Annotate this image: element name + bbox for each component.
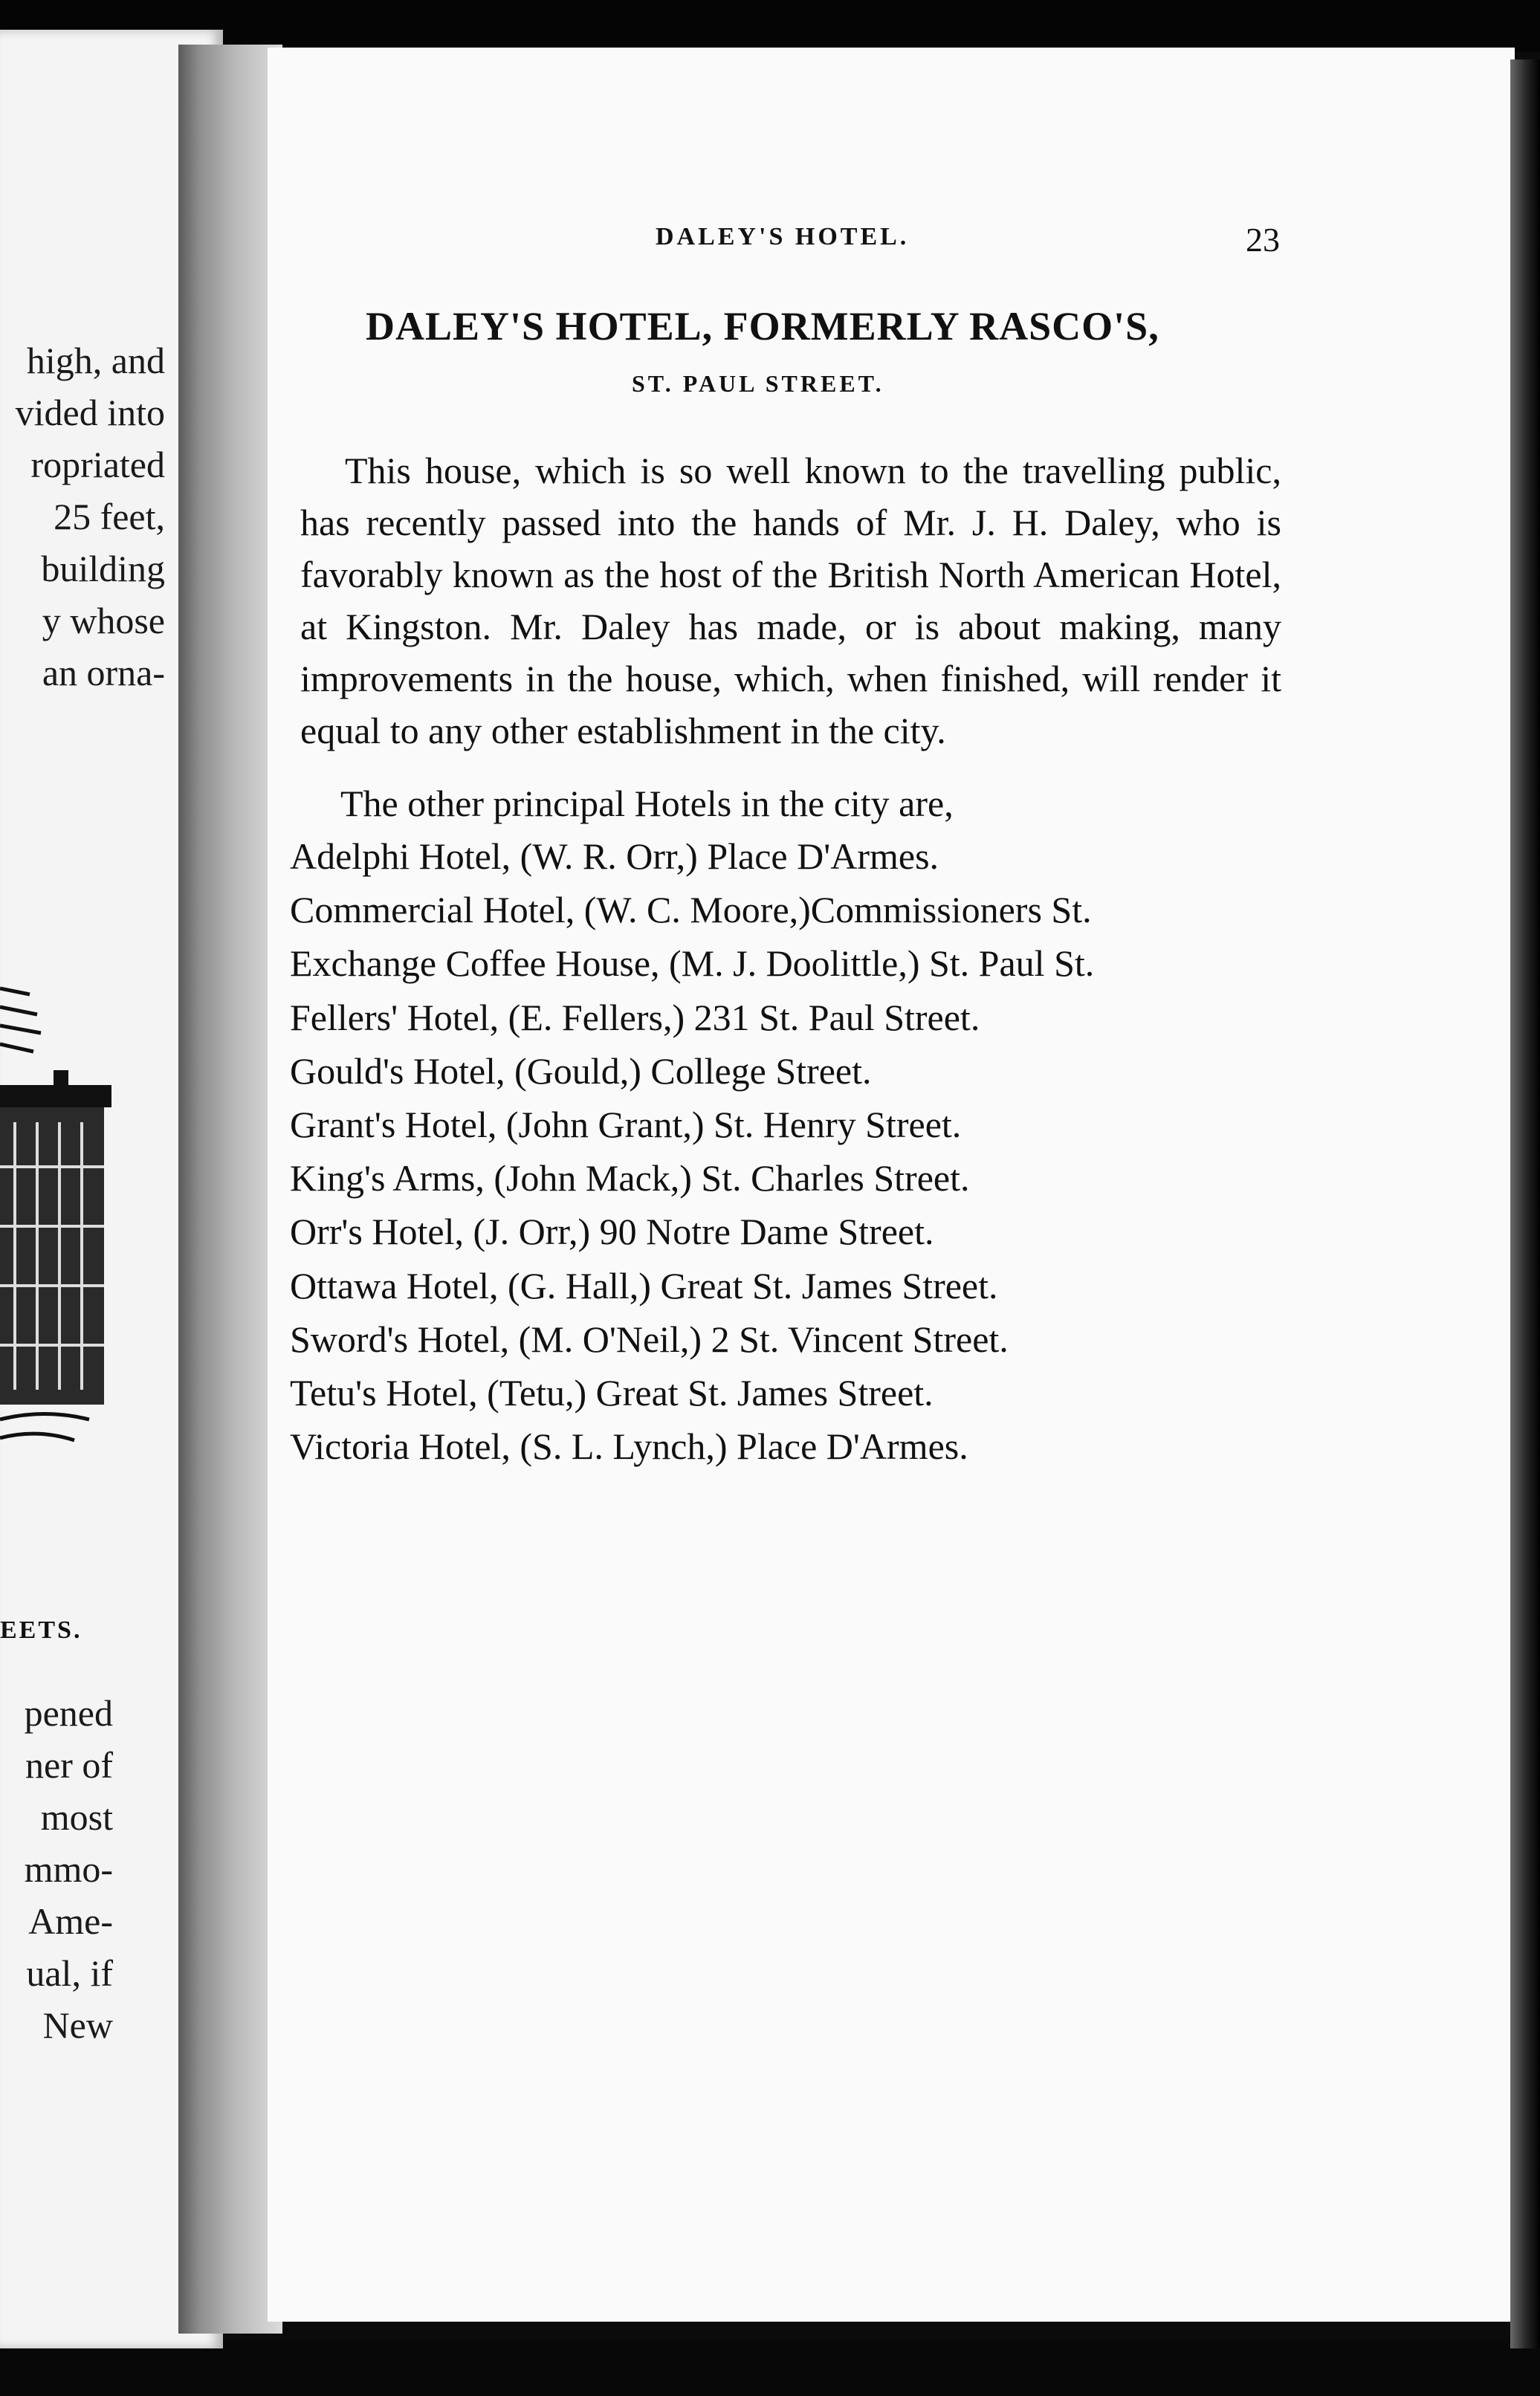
section-subtitle: ST. PAUL STREET. — [632, 370, 884, 397]
hotel-list-item: Victoria Hotel, (S. L. Lynch,) Place D'Armes. — [290, 1425, 968, 1468]
left-page-line: 25 feet, — [54, 496, 165, 537]
left-page-line: most — [40, 1796, 113, 1838]
hotel-list-item: Tetu's Hotel, (Tetu,) Great St. James Street. — [290, 1372, 934, 1414]
page-number: 23 — [1246, 221, 1280, 259]
left-page-line: New — [42, 2004, 113, 2046]
left-page-line: y whose — [42, 600, 165, 641]
left-page-line: ner of — [25, 1744, 113, 1786]
left-page-line: vided into — [15, 392, 165, 433]
left-page-line: mmo- — [24, 1848, 113, 1890]
building-engraving-illustration — [0, 974, 126, 1457]
section-title: DALEY'S HOTEL, FORMERLY RASCO'S, — [366, 304, 1159, 349]
book-gutter — [178, 45, 282, 2334]
hotel-list-item: King's Arms, (John Mack,) St. Charles Street. — [290, 1157, 970, 1199]
hotel-list-item: Sword's Hotel, (M. O'Neil,) 2 St. Vincent Street. — [290, 1318, 1009, 1360]
body-paragraph: This house, which is so well known to the travelling public, has recently passed into the hands of Mr. J. H. Daley, who is favorably known as the host of the British North American Hotel, at Kingston. Mr. Daley has made, or is about making, many improvements in the house, which, when finished, will render it equal to any other establishment in the city. — [300, 450, 1281, 751]
left-page-line: an orna- — [42, 652, 165, 693]
left-page-line: high, and — [26, 340, 165, 381]
page-edge-shadow — [1510, 59, 1540, 2348]
hotel-list-item: Grant's Hotel, (John Grant,) St. Henry Street. — [290, 1104, 962, 1146]
hotel-list-item: Orr's Hotel, (J. Orr,) 90 Notre Dame Street. — [290, 1211, 934, 1253]
hotel-list — [290, 829, 1094, 1473]
left-page-line: building — [41, 548, 165, 589]
scan-background-bottom — [0, 2341, 1540, 2396]
hotel-list-item: Fellers' Hotel, (E. Fellers,) 231 St. Paul Street. — [290, 996, 980, 1038]
left-page-line: Ame- — [28, 1900, 113, 1942]
left-page-heading: EETS. — [0, 1616, 82, 1644]
hotel-list-item: Commercial Hotel, (W. C. Moore,)Commissioners St. — [290, 889, 1092, 931]
left-page-line: ropriated — [30, 444, 165, 485]
left-page-line: pened — [24, 1692, 113, 1734]
hotel-list-item: Exchange Coffee House, (M. J. Doolittle,) St. Paul St. — [290, 942, 1095, 985]
left-page-line: ual, if — [26, 1952, 113, 1994]
hotel-list-item: Gould's Hotel, (Gould,) College Street. — [290, 1049, 872, 1092]
running-head: DALEY'S HOTEL. — [656, 223, 910, 250]
hotel-list-item: Ottawa Hotel, (G. Hall,) Great St. James Street. — [290, 1264, 998, 1307]
hotels-intro: The other principal Hotels in the city are, — [340, 783, 954, 824]
hotel-list-item: Adelphi Hotel, (W. R. Orr,) Place D'Armes. — [290, 835, 939, 877]
